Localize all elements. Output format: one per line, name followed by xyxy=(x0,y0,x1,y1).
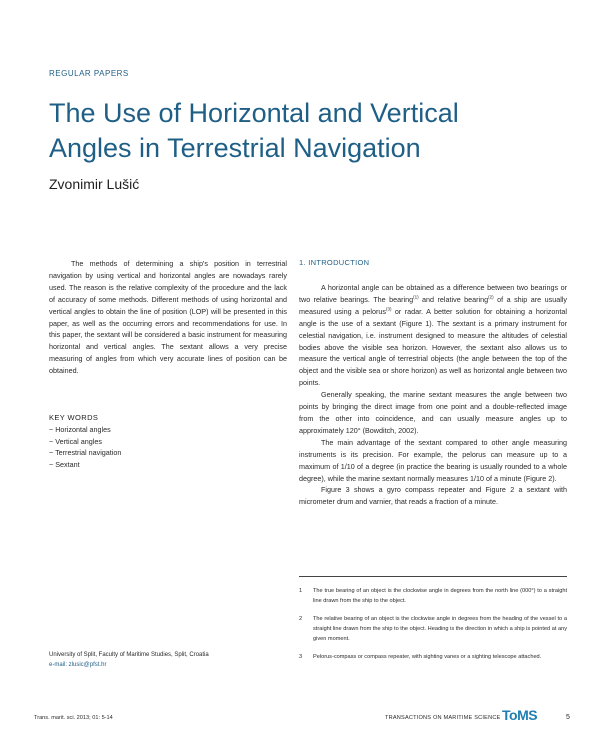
author-email[interactable]: e-mail: zlusic@pfst.hr xyxy=(49,662,107,668)
footnote-ref-1[interactable]: (1) xyxy=(413,294,419,300)
section-label: REGULAR PAPERS xyxy=(49,69,129,78)
keyword-item: ~ Horizontal angles xyxy=(49,425,111,434)
footnote-text: Pelorus-compass or compass repeater, with sighting vanes or a sighting telescope attached. xyxy=(313,654,542,660)
intro-paragraph-4: Figure 3 shows a gyro compass repeater and Figure 2 a sextant with micrometer drum and varnier, that reads a fraction of a minute. xyxy=(299,485,567,507)
footnote-text: The true bearing of an object is the clockwise angle in degrees from the north line (000°) to a straight line drawn from the ship to the object. xyxy=(313,588,567,604)
footnote-number: 3 xyxy=(299,654,303,660)
footnote-number: 1 xyxy=(299,588,303,594)
footnote-number: 2 xyxy=(299,616,303,622)
footnote-item xyxy=(299,614,567,644)
page-number: 5 xyxy=(566,714,570,721)
affiliation xyxy=(49,650,209,670)
keywords-heading: KEY WORDS xyxy=(49,413,99,422)
footnote-item xyxy=(299,652,567,662)
abstract: The methods of determining a ship's position in terrestrial navigation by using vertical and horizontal angles are nowadays rarely used. The reason is the relative complexity of the procedure and the lack of accuracy of some methods. Different methods of using horizontal and vertical angles to obtain the line of position (LOP) will be presented in this paper, as well as the occurring errors and recommendations for use. In this paper, the sextant will be considered a basic instrument for measuring horizontal and vertical angles. The sextant allows a very precise measuring of angles from which very accurate lines of position can be obtained. xyxy=(49,259,287,376)
journal-logo: ToMS xyxy=(502,707,538,723)
paper-title xyxy=(49,96,569,166)
footnote-text: The relative bearing of an object is the clockwise angle in degrees from the heading of the vessel to a straight line drawn from the ship to the object. Heading is the direction in which a ship is pointed at any given moment. xyxy=(313,616,567,642)
title-line-2: Angles in Terrestrial Navigation xyxy=(49,133,421,163)
affiliation-text: University of Split, Faculty of Maritime Studies, Split, Croatia xyxy=(49,652,209,658)
journal-name: TRANSACTIONS ON MARITIME SCIENCE xyxy=(385,715,501,721)
introduction-heading: 1. INTRODUCTION xyxy=(299,258,370,267)
footnote-ref-3[interactable]: (3) xyxy=(386,306,392,312)
keywords-list xyxy=(49,424,121,471)
footnote-divider xyxy=(299,576,567,577)
footnotes-list xyxy=(299,586,567,670)
journal-citation: Trans. marit. sci. 2013; 01: 5-14 xyxy=(34,715,113,721)
introduction-body xyxy=(299,282,567,508)
intro-paragraph-3: The main advantage of the sextant compared to other angle measuring instruments is its precision. For example, the pelorus can measure up to a maximum of 1/10 of a degree (in practice the bearing is usually rounded to a whole degree), while the marine sextant normally measures 1/10 of a minute (Figure 2). xyxy=(299,437,567,483)
title-line-1: The Use of Horizontal and Vertical xyxy=(49,98,459,128)
keyword-item: ~ Sextant xyxy=(49,460,80,470)
footnote-item xyxy=(299,586,567,606)
keyword-item: ~ Terrestrial navigation xyxy=(49,448,122,458)
author-name: Zvonimir Lušić xyxy=(49,176,140,192)
keyword-item: ~ Vertical angles xyxy=(49,436,102,446)
intro-paragraph-1: A horizontal angle can be obtained as a difference between two bearings or two relative bearings. The bearing$^{(1)}$ and relative bearing$^{(2)}$ of a ship are usually measured using a pelorus$^{(3)}$ or radar. A better solution for obtaining a horizontal angle is the use of a sextant (Figure 1). The sextant is a primary instrument for celestial navigation, i.e. instrument designed to measure the altitudes of celestial bodies above the visible sea horizon. However, the sextant also allows us to measure the vertical angle of terrestrial objects (the angle between the top of the object and the visible sea or shore horizon) as well as horizontal angle between two points. xyxy=(299,283,567,388)
intro-paragraph-2: Generally speaking, the marine sextant measures the angle between two points by bringing the direct image from one point and a double-reflected image from the other into coincidence, and can usually measure angles up to approximately 120° (Bowditch, 2002). xyxy=(299,390,567,435)
footnote-ref-2[interactable]: (2) xyxy=(488,294,494,300)
